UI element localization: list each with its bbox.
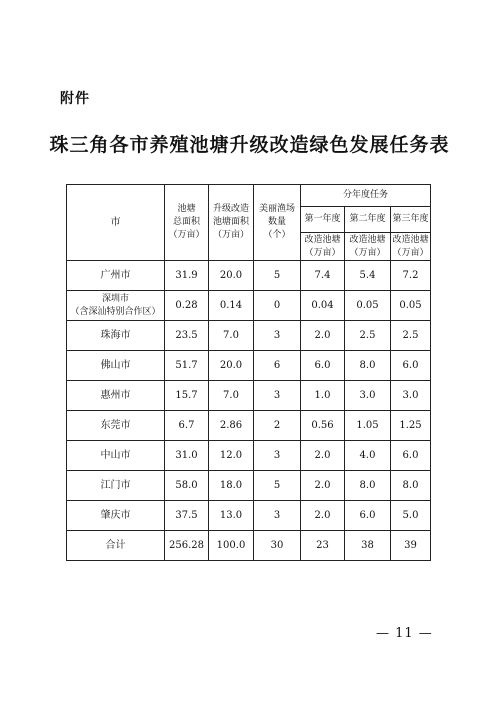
- cell-city: 江门市: [67, 471, 165, 501]
- header-year3-sub: [391, 233, 431, 261]
- header-upgrade-area-line2: 池塘面积: [212, 217, 249, 227]
- cell-farm-count: 0: [254, 291, 301, 321]
- cell-farm-count: 5: [254, 471, 301, 501]
- cell-year3: 39: [391, 531, 431, 561]
- cell-city-note: （含深汕特别合作区）: [70, 306, 161, 317]
- cell-total-label: 合计: [67, 531, 165, 561]
- cell-year1: 2.0: [301, 501, 345, 531]
- cell-year3: 8.0: [391, 471, 431, 501]
- cell-year2: 2.5: [345, 321, 391, 351]
- header-year2: 第二年度: [345, 207, 391, 233]
- header-year3: 第三年度: [391, 207, 431, 233]
- cell-year3: 7.2: [391, 261, 431, 291]
- header-year1: 第一年度: [301, 207, 345, 233]
- cell-city: 惠州市: [67, 381, 165, 411]
- cell-farm-count: 2: [254, 411, 301, 441]
- header-farm-count: [254, 185, 301, 261]
- cell-city: 肇庆市: [67, 501, 165, 531]
- header-year1-sub: [301, 233, 345, 261]
- cell-year2: 3.0: [345, 381, 391, 411]
- cell-year3: 6.0: [391, 441, 431, 471]
- cell-city: 东莞市: [67, 411, 165, 441]
- cell-city-name: 深圳市: [101, 293, 129, 304]
- cell-year1: 1.0: [301, 381, 345, 411]
- header-total-area: [165, 185, 209, 261]
- cell-year3: 6.0: [391, 351, 431, 381]
- cell-total-area: 6.7: [165, 411, 209, 441]
- header-upgrade-area: [209, 185, 254, 261]
- cell-upgrade-area: 12.0: [209, 441, 254, 471]
- cell-total-area: 31.0: [165, 441, 209, 471]
- table-row: [67, 261, 431, 291]
- cell-total-area: 51.7: [165, 351, 209, 381]
- cell-year2: 8.0: [345, 351, 391, 381]
- cell-year2: 1.05: [345, 411, 391, 441]
- header-sub-line2: （万亩）: [349, 247, 386, 258]
- cell-year1: 0.04: [301, 291, 345, 321]
- table-row: [67, 441, 431, 471]
- header-year2-sub: [345, 233, 391, 261]
- table-row: [67, 471, 431, 501]
- cell-upgrade-area: 18.0: [209, 471, 254, 501]
- cell-year2: 8.0: [345, 471, 391, 501]
- cell-upgrade-area: 7.0: [209, 381, 254, 411]
- cell-city: 中山市: [67, 441, 165, 471]
- table-row: [67, 411, 431, 441]
- cell-farm-count: 3: [254, 501, 301, 531]
- table-row: [67, 321, 431, 351]
- cell-year2: 6.0: [345, 501, 391, 531]
- cell-farm-count: 30: [254, 531, 301, 561]
- header-farm-count-line3: （个）: [263, 230, 291, 240]
- cell-city: [67, 291, 165, 321]
- cell-year1: 2.0: [301, 471, 345, 501]
- table-row: [67, 351, 431, 381]
- header-sub-line2: （万亩）: [304, 247, 341, 258]
- cell-year1: 2.0: [301, 321, 345, 351]
- cell-year2: 0.05: [345, 291, 391, 321]
- cell-year3: 0.05: [391, 291, 431, 321]
- cell-farm-count: 6: [254, 351, 301, 381]
- cell-year1: 7.4: [301, 261, 345, 291]
- cell-total-area: 58.0: [165, 471, 209, 501]
- cell-farm-count: 5: [254, 261, 301, 291]
- cell-total-area: 0.28: [165, 291, 209, 321]
- cell-year1: 0.56: [301, 411, 345, 441]
- cell-total-area: 23.5: [165, 321, 209, 351]
- cell-total-area: 256.28: [165, 531, 209, 561]
- cell-total-area: 31.9: [165, 261, 209, 291]
- header-total-area-line2: 总面积: [172, 217, 200, 227]
- cell-year3: 3.0: [391, 381, 431, 411]
- header-sub-line1: 改造池塘: [392, 234, 429, 245]
- cell-total-area: 37.5: [165, 501, 209, 531]
- cell-year1: 2.0: [301, 441, 345, 471]
- table-row: [67, 381, 431, 411]
- header-sub-line1: 改造池塘: [349, 234, 386, 245]
- table-row: [67, 501, 431, 531]
- task-table: [66, 184, 431, 561]
- cell-upgrade-area: 7.0: [209, 321, 254, 351]
- attachment-label: 附件: [60, 91, 90, 107]
- header-annual-tasks: 分年度任务: [301, 185, 431, 207]
- cell-year3: 1.25: [391, 411, 431, 441]
- cell-total-area: 15.7: [165, 381, 209, 411]
- cell-upgrade-area: 20.0: [209, 261, 254, 291]
- page-title: 珠三角各市养殖池塘升级改造绿色发展任务表: [49, 134, 450, 156]
- cell-year2: 4.0: [345, 441, 391, 471]
- cell-year2: 5.4: [345, 261, 391, 291]
- header-upgrade-area-line1: 升级改造: [212, 204, 249, 214]
- cell-upgrade-area: 2.86: [209, 411, 254, 441]
- cell-upgrade-area: 20.0: [209, 351, 254, 381]
- cell-upgrade-area: 100.0: [209, 531, 254, 561]
- cell-farm-count: 3: [254, 381, 301, 411]
- header-farm-count-line1: 美丽渔场: [258, 204, 295, 214]
- header-sub-line1: 改造池塘: [304, 234, 341, 245]
- cell-city: 珠海市: [67, 321, 165, 351]
- cell-city: 佛山市: [67, 351, 165, 381]
- page-number: — 11 —: [376, 626, 433, 641]
- cell-year3: 2.5: [391, 321, 431, 351]
- table-total-row: [67, 531, 431, 561]
- header-upgrade-area-line3: （万亩）: [212, 230, 249, 240]
- header-total-area-line1: 池塘: [177, 204, 196, 214]
- cell-year3: 5.0: [391, 501, 431, 531]
- cell-upgrade-area: 0.14: [209, 291, 254, 321]
- cell-year1: 23: [301, 531, 345, 561]
- cell-farm-count: 3: [254, 441, 301, 471]
- cell-year1: 6.0: [301, 351, 345, 381]
- header-total-area-line3: （万亩）: [168, 230, 205, 240]
- header-sub-line2: （万亩）: [392, 247, 429, 258]
- table-row: [67, 291, 431, 321]
- header-city: 市: [67, 185, 165, 261]
- cell-year2: 38: [345, 531, 391, 561]
- cell-farm-count: 3: [254, 321, 301, 351]
- cell-city: 广州市: [67, 261, 165, 291]
- header-farm-count-line2: 数量: [267, 217, 286, 227]
- cell-upgrade-area: 13.0: [209, 501, 254, 531]
